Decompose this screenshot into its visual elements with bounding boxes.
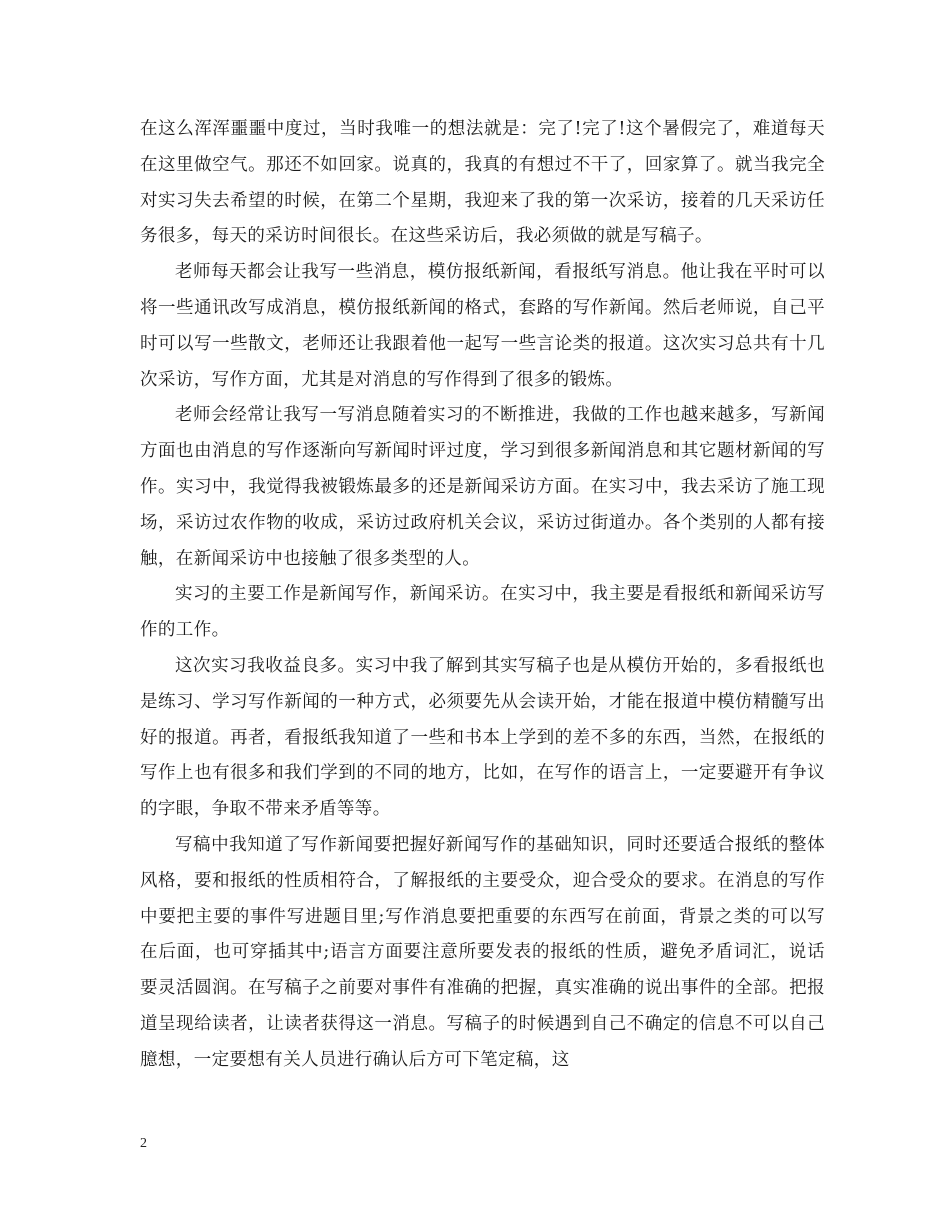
paragraph: 这次实习我收益良多。实习中我了解到其实写稿子也是从模仿开始的，多看报纸也是练习、学习写作新闻的一种方式，必须要先从会读开始，才能在报道中模仿精髓写出好的报道。再者，看报纸我知道了一些和书本上学到的差不多的东西，当然，在报纸的写作上也有很多和我们学到的不同的地方，比如，在写作的语言上，一定要避开有争议的字眼，争取不带来矛盾等等。 <box>140 655 825 820</box>
document-body <box>140 112 825 1079</box>
paragraph: 实习的主要工作是新闻写作，新闻采访。在实习中，我主要是看报纸和新闻采访写作的工作。 <box>140 584 825 641</box>
page-number: 2 <box>140 1136 147 1151</box>
paragraph-continued: 在这么浑浑噩噩中度过，当时我唯一的想法就是：完了!完了!这个暑假完了，难道每天在这里做空气。那还不如回家。说真的，我真的有想过不干了，回家算了。就当我完全对实习失去希望的时候，在第二个星期，我迎来了我的第一次采访，接着的几天采访任务很多，每天的采访时间很长。在这些采访后，我必须做的就是写稿子。 <box>140 119 825 247</box>
paragraph: 写稿中我知道了写作新闻要把握好新闻写作的基础知识，同时还要适合报纸的整体风格，要和报纸的性质相符合，了解报纸的主要受众，迎合受众的要求。在消息的写作中要把主要的事件写进题目里;写作消息要把重要的东西写在前面，背景之类的可以写在后面，也可穿插其中;语言方面要注意所要发表的报纸的性质，避免矛盾词汇，说话要灵活圆润。在写稿子之前要对事件有准确的把握，真实准确的说出事件的全部。把报道呈现给读者，让读者获得这一消息。写稿子的时候遇到自己不确定的信息不可以自己臆想，一定要想有关人员进行确认后方可下笔定稿，这 <box>140 834 825 1070</box>
paragraph: 老师每天都会让我写一些消息，模仿报纸新闻，看报纸写消息。他让我在平时可以将一些通讯改写成消息，模仿报纸新闻的格式，套路的写作新闻。然后老师说，自己平时可以写一些散文，老师还让我跟着他一起写一些言论类的报道。这次实习总共有十几次采访，写作方面，尤其是对消息的写作得到了很多的锻炼。 <box>140 262 825 390</box>
paragraph: 老师会经常让我写一写消息随着实习的不断推进，我做的工作也越来越多，写新闻方面也由消息的写作逐渐向写新闻时评过度，学习到很多新闻消息和其它题材新闻的写作。实习中，我觉得我被锻炼最多的还是新闻采访方面。在实习中，我去采访了施工现场，采访过农作物的收成，采访过政府机关会议，采访过街道办。各个类别的人都有接触，在新闻采访中也接触了很多类型的人。 <box>140 405 825 569</box>
